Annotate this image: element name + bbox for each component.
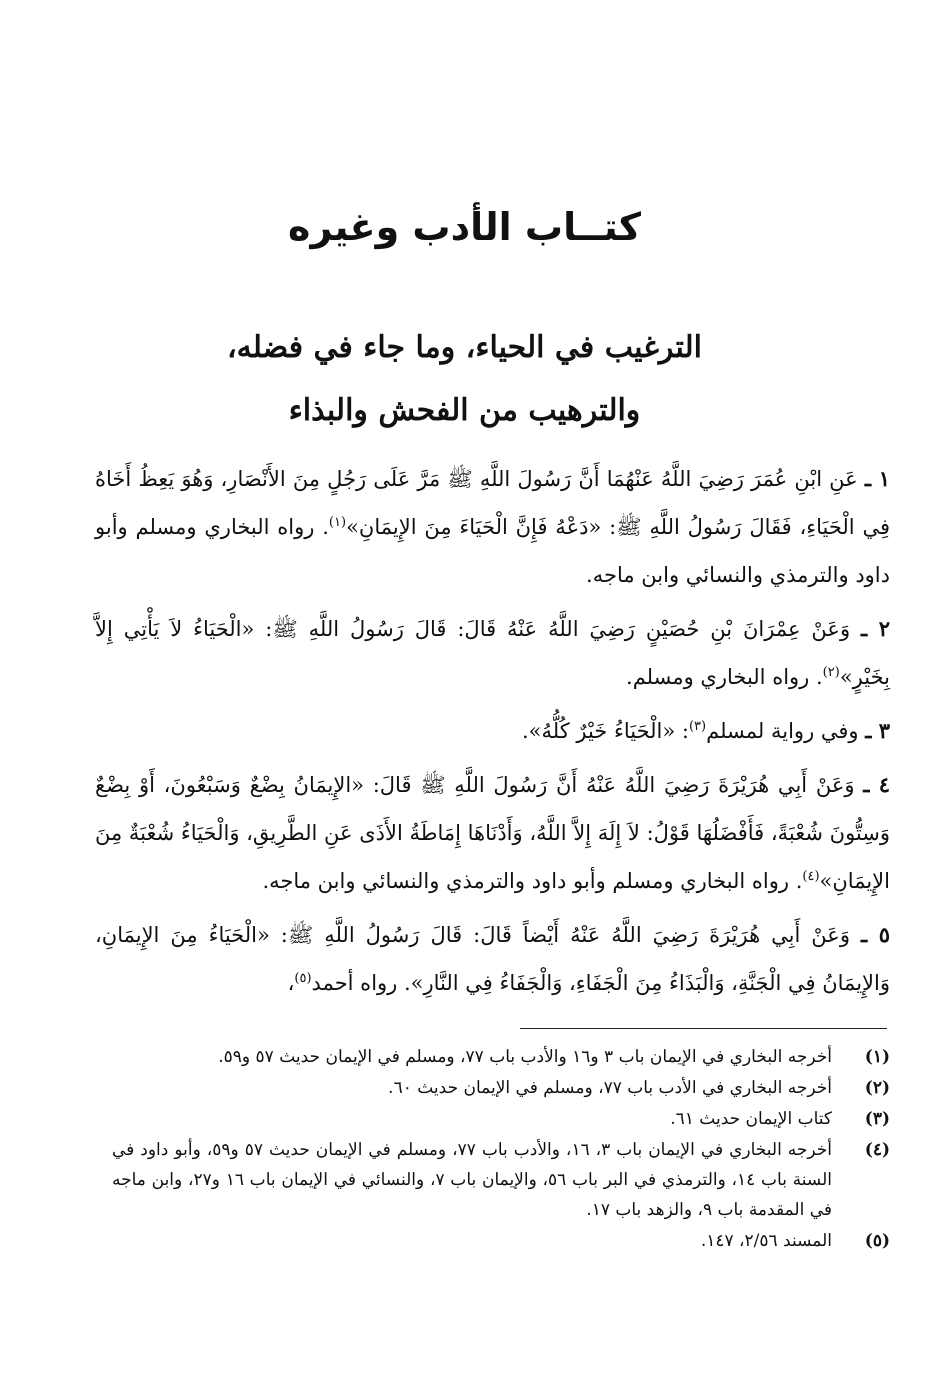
hadith-text: وَعَنْ عِمْرَانَ بْنِ حُصَيْنٍ رَضِيَ اللَّهُ عَنْهُ قَالَ: قَالَ رَسُولُ اللَّهِ ﷺ: «الْحَيَاءُ لاَ يَأْتِي إِلاَّ بِخَيْرٍ»: [95, 617, 890, 689]
hadith-source: ،: [287, 971, 295, 995]
footnote-text: أخرجه البخاري في الإيمان باب ٣ و١٦ والأدب باب ٧٧، ومسلم في الإيمان حديث ٥٧ و٥٩.: [218, 1047, 832, 1067]
footnote-number: (٤): [864, 1140, 890, 1160]
hadith-2: [95, 605, 890, 701]
footnote-2: [112, 1073, 890, 1103]
hadith-list: [95, 455, 890, 1013]
footnote-3: [112, 1104, 890, 1134]
footnote-number: (١): [864, 1047, 890, 1067]
hadith-source: . رواه البخاري ومسلم وأبو داود والترمذي والنسائي وابن ماجه.: [95, 515, 890, 587]
hadith-1: [95, 455, 890, 599]
footnote-text: أخرجه البخاري في الإيمان باب ٣، ١٦، والأدب باب ٧٧، ومسلم في الإيمان حديث ٥٧ و٥٩، وأبو داود في السنة باب ١٤، والترمذي في البر باب ٥٦، والإيمان باب ٧، والنسائي في الإيمان باب ١٦ و٢٧، وابن ماجه في المقدمة باب ٩، والزهد باب ١٧.: [112, 1140, 833, 1220]
footnote-1: [112, 1042, 890, 1072]
footnote-ref: (٥): [294, 971, 312, 986]
footnote-ref: (٤): [802, 869, 820, 884]
footnote-text: أخرجه البخاري في الأدب باب ٧٧، ومسلم في الإيمان حديث ٦٠.: [388, 1078, 832, 1098]
hadith-number: ١ ـ: [864, 466, 891, 491]
footnote-number: (٥): [864, 1231, 890, 1251]
hadith-text: وفي رواية لمسلم: [706, 719, 866, 743]
hadith-text: وَعَنْ أَبِي هُرَيْرَةَ رَضِيَ اللَّهُ عَنْهُ أَنَّ رَسُولَ اللَّهِ ﷺ قَالَ: «الإِيمَانُ بِضْعٌ وَسَبْعُونَ، أَوْ بِضْعٌ وَسِتُّونَ شُعْبَةً، فَأَفْضَلُهَا قَوْلُ: لاَ إِلَهَ إِلاَّ اللَّهُ، وَأَدْنَاهَا إِمَاطَةُ الأَذَى عَنِ الطَّرِيقِ، وَالْحَيَاءُ شُعْبَةٌ مِنَ الإِيمَانِ»: [95, 773, 890, 893]
footnote-4: [112, 1135, 890, 1225]
footnote-text: كتاب الإيمان حديث ٦١.: [670, 1109, 832, 1129]
hadith-number: ٣ ـ: [865, 718, 890, 743]
footnote-5: [112, 1226, 890, 1256]
footnote-ref: (٢): [822, 665, 840, 680]
hadith-5: [95, 911, 890, 1007]
chapter-title-line-2: والترهيب من الفحش والبذاء: [288, 393, 641, 428]
hadith-number: ٤ ـ: [863, 772, 890, 797]
hadith-number: ٢ ـ: [861, 616, 890, 641]
hadith-source: : «الْحَيَاءُ خَيْرٌ كُلُّهُ».: [521, 719, 689, 743]
footnote-divider: [520, 1028, 887, 1029]
hadith-text: عَنِ ابْنِ عُمَرَ رَضِيَ اللَّهُ عَنْهُمَا أَنَّ رَسُولَ اللَّهِ ﷺ مَرَّ عَلَى رَجُلٍ مِنَ الأَنْصَارِ، وَهُوَ يَعِظُ أَخَاهُ فِي الْحَيَاءِ، فَقَالَ رَسُولُ اللَّهِ ﷺ: «دَعْهُ فَإِنَّ الْحَيَاءَ مِنَ الإِيمَانِ»: [95, 467, 891, 539]
footnote-number: (٢): [864, 1078, 890, 1098]
book-title: كتــاب الأدب وغيره: [288, 205, 641, 249]
footnote-text: المسند ٢/٥٦، ١٤٧.: [700, 1231, 832, 1251]
hadith-text: وَعَنْ أَبِي هُرَيْرَةَ رَضِيَ اللَّهُ عَنْهُ أَيْضاً قَالَ: قَالَ رَسُولُ اللَّهِ ﷺ: «الْحَيَاءُ مِنَ الإِيمَانِ، وَالإِيمَانُ فِي الْجَنَّةِ، وَالْبَذَاءُ مِنَ الْجَفَاءِ، وَالْجَفَاءُ فِي النَّارِ». رواه أحمد: [95, 923, 890, 995]
footnote-ref: (٣): [688, 719, 707, 734]
hadith-source: . رواه البخاري ومسلم.: [626, 665, 823, 689]
footnote-ref: (١): [328, 515, 347, 530]
chapter-title-line-1: الترغيب في الحياء، وما جاء في فضله،: [226, 330, 702, 365]
hadith-source: . رواه البخاري ومسلم وأبو داود والترمذي والنسائي وابن ماجه.: [262, 869, 803, 893]
footnote-number: (٣): [864, 1109, 890, 1129]
footnotes: [112, 1042, 890, 1257]
hadith-number: ٥ ـ: [860, 922, 890, 947]
hadith-3: [95, 707, 890, 755]
hadith-4: [95, 761, 890, 905]
